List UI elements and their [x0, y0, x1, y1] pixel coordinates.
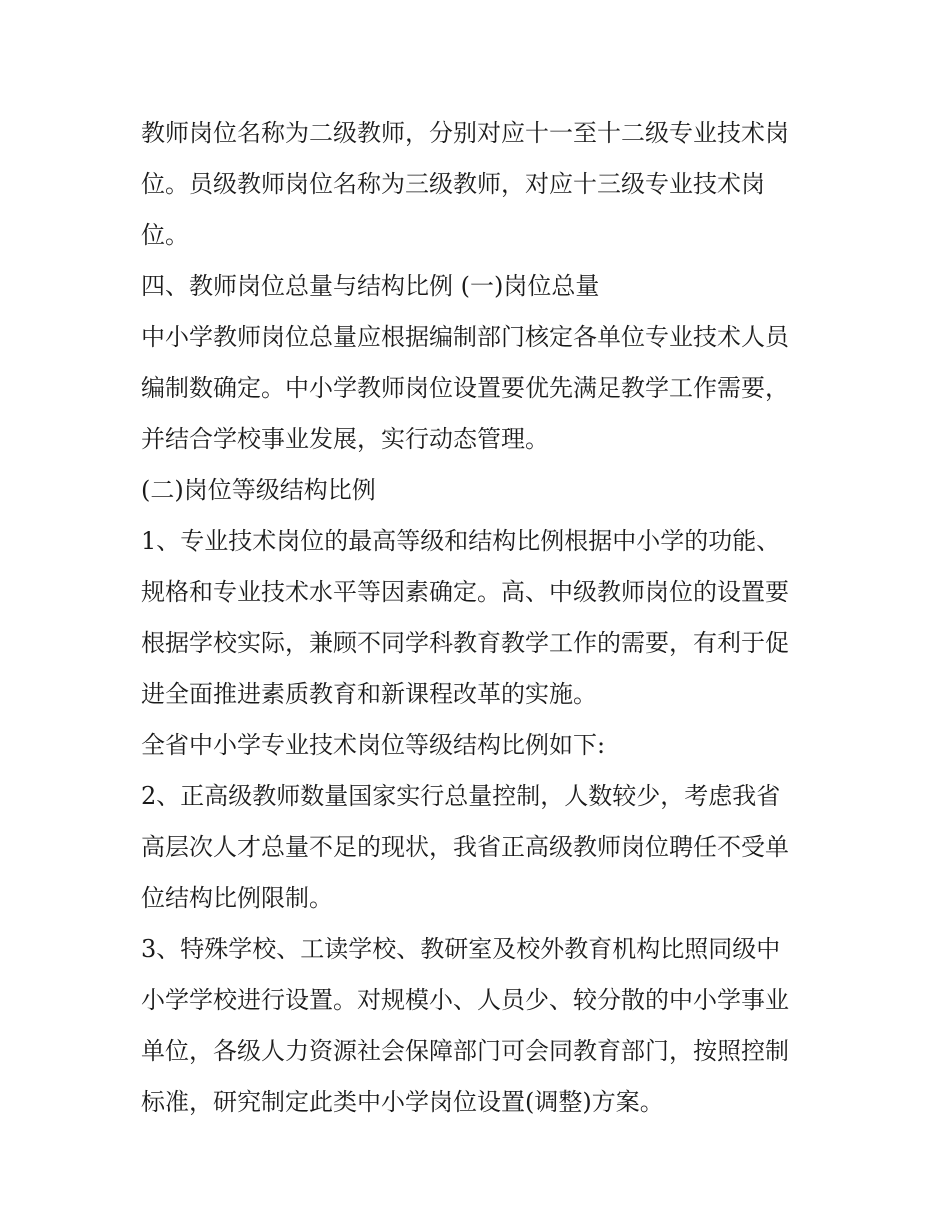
text-line: 单位，各级人力资源社会保障部门可会同教育部门，按照控制 [141, 1037, 789, 1065]
text-line: 编制数确定。中小学教师岗位设置要优先满足教学工作需要， [141, 374, 789, 402]
text-line: 1、专业技术岗位的最高等级和结构比例根据中小学的功能、 [141, 527, 781, 555]
text-line: 小学学校进行设置。对规模小、人员少、较分散的中小学事业 [141, 986, 789, 1014]
text-line: 2、正高级教师数量国家实行总量控制，人数较少，考虑我省 [141, 782, 781, 810]
text-line: 高层次人才总量不足的现状，我省正高级教师岗位聘任不受单 [141, 833, 789, 861]
text-line: 位。员级教师岗位名称为三级教师，对应十三级专业技术岗 [141, 170, 765, 198]
text-line: 全省中小学专业技术岗位等级结构比例如下: [141, 731, 606, 759]
text-line: 并结合学校事业发展，实行动态管理。 [141, 425, 549, 453]
text-line: 位。 [141, 221, 189, 249]
text-line: 3、特殊学校、工读学校、教研室及校外教育机构比照同级中 [141, 935, 781, 963]
text-line: 标准，研究制定此类中小学岗位设置(调整)方案。 [141, 1088, 664, 1116]
section-heading: 四、教师岗位总量与结构比例 (一)岗位总量 [141, 272, 600, 300]
text-line: 位结构比例限制。 [141, 884, 333, 912]
text-line: 中小学教师岗位总量应根据编制部门核定各单位专业技术人员 [141, 323, 789, 351]
text-line: 教师岗位名称为二级教师，分别对应十一至十二级专业技术岗 [141, 119, 789, 147]
text-line: 根据学校实际，兼顾不同学科教育教学工作的需要，有利于促 [141, 629, 789, 657]
text-line: 进全面推进素质教育和新课程改革的实施。 [141, 680, 597, 708]
text-line: 规格和专业技术水平等因素确定。高、中级教师岗位的设置要 [141, 578, 789, 606]
subsection-heading: (二)岗位等级结构比例 [141, 476, 376, 504]
document-body [141, 108, 821, 1128]
